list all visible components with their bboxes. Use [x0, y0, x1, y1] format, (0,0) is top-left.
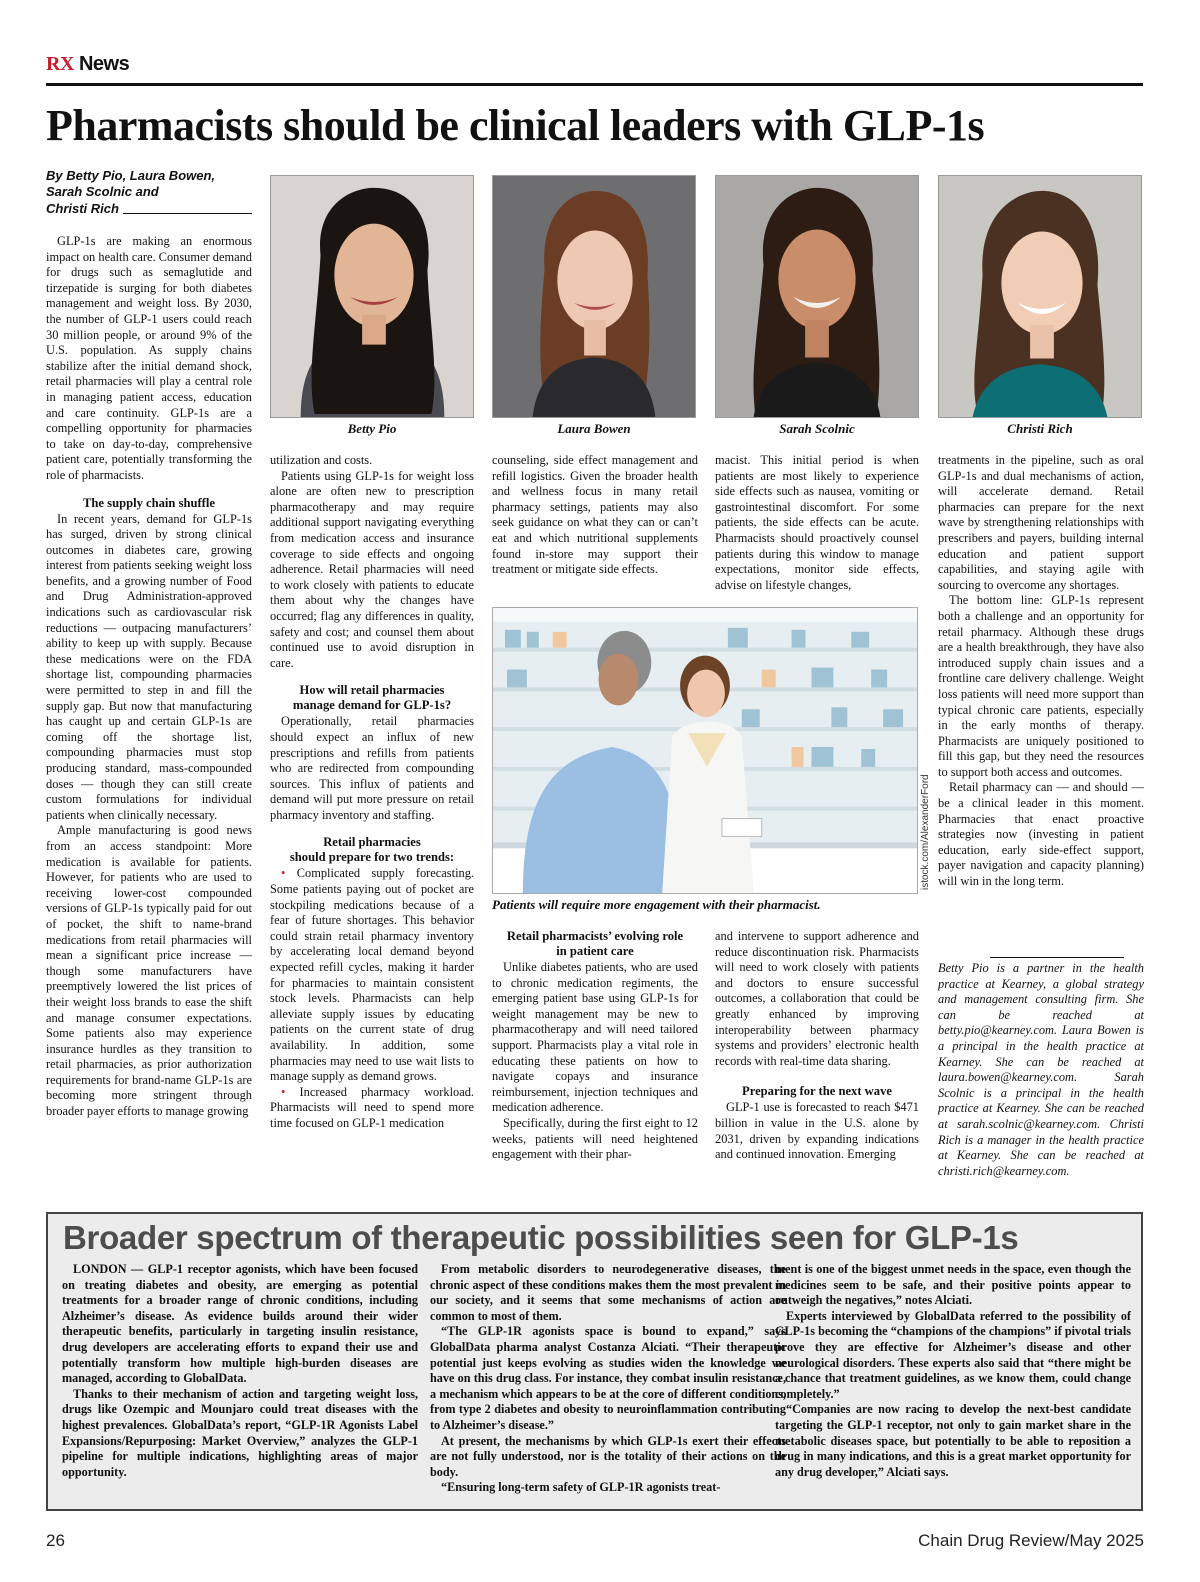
headline: Pharmacists should be clinical leaders with GLP-1s	[46, 101, 985, 150]
box-paragraph: “Companies are now racing to develop the next-best candidate targeting the GLP-1 receptor, not only to gain market share in the metabolic diseases space, but potentially to be able to reposition a drug in many indications, and this is a great market opportunity for any drug developer,” Alciati says.	[775, 1402, 1131, 1479]
body-paragraph: In recent years, demand for GLP-1s has surged, driven by strong clinical outcomes in diabetes care, growing interest from patients seeking weight loss benefits, and a growing number of Food and Drug Administration-approved indications such as cardiovascular risk reductions — outpacing manufacturers’ ability to keep up with supply. Because these medications were on the FDA shortage list, compounding pharmacies were permitted to step in and fill the supply gap. But now that manufacturing has caught up and certain GLP-1s are coming off the shortage list, compounding pharmacies must stop producing standard, mass-compounded doses — though they can still create custom formulations for individual patients when clinically necessary.	[46, 511, 252, 822]
bullet-icon: •	[281, 1084, 286, 1099]
body-paragraph: Operationally, retail pharmacies should expect an influx of new prescriptions and refills from patients who are redirected from compounding sources. This influx of patients and demand will put more pressure on retail pharmacy inventory and staffing.	[270, 714, 474, 822]
subhead-line: should prepare for two trends:	[289, 850, 455, 865]
box-paragraph: From metabolic disorders to neurodegenerative diseases, the chronic aspect of these conditions makes them the most prevalent in our society, and it seems that some mechanisms of action are common to most of them.	[430, 1262, 786, 1323]
rx-logo: RX	[46, 53, 74, 75]
headshot-caption: Betty Pio	[347, 421, 397, 436]
byline-last	[46, 201, 252, 217]
article-column-4-bottom	[715, 929, 919, 1163]
article-column-1	[46, 234, 252, 1120]
headshot-christi-rich	[938, 175, 1142, 418]
box-column-2	[430, 1262, 786, 1496]
author-bio: Betty Pio is a partner in the health practice at Kearney, a global strategy and management consulting firm. She can be reached at betty.pio@kearney.com. Laura Bowen is a principal in the health practice at Kearney. She can be reached at laura.bowen@kearney.com. Sarah Scolnic is a principal in the health practice at Kearney. She can be reached at sarah.scolnic@kearney.com. Christi Rich is a manager in the health practice at Kearney. She can be reached at christi.rich@kearney.com.	[938, 961, 1144, 1178]
body-paragraph: counseling, side effect management and refill logistics. Given the broader health and wellness focus in many retail pharmacy settings, patients may also seek guidance on what they can or can’t eat and which nutritional supplements found in-store may support their treatment or mitigate side effects.	[492, 453, 698, 577]
article-column-5	[938, 453, 1144, 890]
bio-rule	[990, 957, 1124, 958]
header-rule	[46, 83, 1143, 86]
byline-rule	[123, 213, 252, 214]
box-paragraph: ment is one of the biggest unmet needs in the space, even though the medicines seem to be safe, and their positive points appear to outweigh the negatives,” notes Alciati.	[775, 1262, 1131, 1308]
body-paragraph: Retail pharmacy can — and should — be a clinical leader in this moment. Pharmacies that enact proactive strategies now (investing in patient education, early side-effect support, payer navigation and capacity planning) will win in the long term.	[938, 780, 1144, 889]
bullet-paragraph	[270, 866, 474, 1084]
bullet-icon: •	[281, 866, 286, 881]
box-paragraph: “Ensuring long-term safety of GLP-1R agonists treat-	[441, 1480, 721, 1495]
article-column-2	[270, 453, 474, 1132]
subhead	[270, 683, 474, 713]
byline-line: Sarah Scolnic and	[46, 184, 159, 200]
headshot-caption: Laura Bowen	[557, 421, 631, 436]
body-paragraph: The bottom line: GLP-1s represent both a challenge and an opportunity for retail pharmacy. Although these drugs are a health breakthrough, they have also introduced supply chain issues and a frontline care delivery challenge. Weight loss patients will need more support than typical chronic care patients, especially in the early months of therapy. Pharmacists are uniquely positioned to fill this gap, but they need the resources to support both access and outcomes.	[938, 593, 1144, 779]
subhead	[492, 929, 698, 959]
subhead	[270, 835, 474, 865]
section-name: News	[78, 53, 130, 75]
headshot-laura-bowen	[492, 175, 696, 418]
subhead-line: How will retail pharmacies	[299, 683, 445, 698]
body-paragraph: Patients using GLP-1s for weight loss alone are often new to prescription pharmacotherapy and may require additional support navigating everything from medication access and insurance coverage to side effects and ongoing adherence. Retail pharmacies will need to work closely with patients to educate them about why the changes have occurred; flag any differences in quality, safety and cost; and counsel them about continued use to avoid disruption in care.	[270, 468, 474, 670]
box-paragraph: Experts interviewed by GlobalData referred to the possibility of GLP-1s becoming the “champions of the champions” if pivotal trials prove they are effective for Alzheimer’s disease and other neurological disorders. These experts also said that “there might be a chance that treatment guidelines, as we know them, could change completely.”	[775, 1308, 1131, 1401]
box-column-1	[62, 1262, 418, 1480]
body-paragraph: macist. This initial period is when patients are most likely to experience side effects such as nausea, vomiting or gastrointestinal discomfort. For some patients, the side effects can be acute. Pharmacists should proactively counsel patients during this window to manage expectations, monitor side effects, advise on lifestyle changes,	[715, 453, 919, 592]
bullet-paragraph	[270, 1085, 474, 1132]
body-paragraph: GLP-1s are making an enormous impact on health care. Consumer demand for drugs such as semaglutide and tirzepatide is surging for both diabetes management and weight loss. By 2030, the number of GLP-1 users could reach 30 million people, or around 9% of the U.S. population. As supply chains stabilize after the initial demand shock, retail pharmacies will play a central role in managing patient access, education and care continuity. GLP-1s are a compelling opportunity for pharmacies to take on day-to-day, comprehensive patient care, potentially transforming the role of pharmacists.	[46, 234, 252, 482]
subhead-line: in patient care	[556, 944, 634, 958]
body-paragraph: GLP-1 use is forecasted to reach $471 billion in value in the U.S. alone by 2031, driven by expanding indications and continued innovation. Emerging	[715, 1100, 919, 1162]
subhead-line: manage demand for GLP-1s?	[292, 698, 452, 713]
article-column-3-bottom	[492, 917, 698, 1163]
box-paragraph: At present, the mechanisms by which GLP-1s exert their effects are not fully understood, nor is the totality of their actions on the body.	[430, 1433, 786, 1479]
page-number: 26	[46, 1531, 65, 1550]
box-paragraph: LONDON — GLP-1 receptor agonists, which have been focused on treating diabetes and obesity, are emerging as potential treatments for a broader range of chronic conditions, including Alzheimer’s disease. As evidence builds around their wider therapeutic benefits, particularly in targeting insulin resistance, drug developers are accelerating efforts to expand their use and potentially transform how multiple high-burden diseases are managed, according to GlobalData.	[62, 1262, 418, 1386]
bullet-text: Complicated supply forecasting. Some patients paying out of pocket are stockpiling medications because of a fear of future shortages. This behavior could strain retail pharmacy inventory by accelerating local demand beyond expected refill cycles, making it harder for pharmacies to maintain consistent stock levels. Pharmacists can help alleviate supply issues by educating patients on the current state of drug availability. In addition, some pharmacies may need to use wait lists to manage supply as demand grows.	[270, 866, 474, 1084]
subhead: The supply chain shuffle	[83, 495, 215, 510]
pharmacy-photo	[492, 607, 918, 894]
byline-line: By Betty Pio, Laura Bowen,	[46, 168, 216, 183]
body-paragraph: Ample manufacturing is good news from an access standpoint: More medication is available for patients. However, for patients who are used to receiving lower-cost compounded versions of GLP-1s typically paid for out of pocket, the shift to name-brand medications from retail pharmacies will mean a significant price increase — though some manufacturers have preemptively lowered the list prices of their weight loss brands to ease the shift and manage consumer expectations. Some patients also may experience insurance hurdles as they transition to retail pharmacies, as prior authorization requirements for brand-name GLP-1s are becoming more stringent through broader payer efforts to manage growing	[46, 823, 252, 1119]
article-column-4-top	[715, 453, 919, 593]
section-tag	[46, 53, 129, 76]
headshot-sarah-scolnic	[715, 175, 919, 418]
headshot-betty-pio	[270, 175, 474, 418]
subhead: Preparing for the next wave	[742, 1084, 892, 1099]
article-column-3-top	[492, 453, 698, 578]
body-paragraph: utilization and costs.	[270, 453, 373, 467]
box-paragraph: “The GLP-1R agonists space is bound to expand,” says GlobalData pharma analyst Costanza Alciati. “Their therapeutic potential just keeps evolving as studies widen the knowledge we have on this drug class. For instance, they combat insulin resistance, a mechanism which appears to be at the core of different conditions, from type 2 diabetes and obesity to neuroinflammation contributing to Alzheimer’s disease.”	[430, 1324, 786, 1432]
publication-info: Chain Drug Review/May 2025	[918, 1531, 1144, 1550]
photo-caption: Patients will require more engagement with their pharmacist.	[492, 897, 821, 912]
related-news-box	[46, 1212, 1143, 1511]
body-paragraph: treatments in the pipeline, such as oral GLP-1s and dual mechanisms of action, will accelerate demand. Retail pharmacies can prepare for the next wave by strengthening relationships with prescribers and payers, building internal education and patient support capabilities, and staying agile with sourcing to overcome any shortages.	[938, 453, 1144, 592]
headshot-caption: Christi Rich	[1007, 421, 1073, 436]
bullet-text: Increased pharmacy workload. Pharmacists will need to spend more time focused on GLP-1 medication	[270, 1084, 474, 1130]
box-headline: Broader spectrum of therapeutic possibilities seen for GLP-1s	[63, 1219, 1019, 1256]
byline-line: Christi Rich	[46, 200, 119, 216]
byline	[46, 168, 252, 217]
headshot-caption: Sarah Scolnic	[779, 421, 855, 436]
body-paragraph: Unlike diabetes patients, who are used to chronic medication regiments, the emerging patient base using GLP-1s for weight management may be new to pharmacotherapy and will need tailored support. Pharmacists play a vital role in educating these patients on how to navigate copays and insurance reimbursement, injection techniques and medication adherence.	[492, 960, 698, 1115]
photo-credit: istock.com/AlexanderFord	[920, 774, 931, 890]
box-column-3	[775, 1262, 1131, 1480]
box-paragraph: Thanks to their mechanism of action and targeting weight loss, drugs like Ozempic and Mounjaro could treat diseases with the highest prevalences. GlobalData’s report, “GLP-1R Agonists Label Expansions/Repurposing: Market Overview,” analyzes the GLP-1 pipeline for multiple indications, highlighting areas of major opportunity.	[62, 1386, 418, 1479]
body-paragraph: and intervene to support adherence and reduce discontinuation risk. Pharmacists will need to work closely with patients and doctors to ensure successful outcomes, a collaboration that could be greatly enhanced by improving interoperability between pharmacy systems and providers’ electronic health records with real-time data sharing.	[715, 929, 919, 1068]
body-paragraph: Specifically, during the first eight to 12 weeks, patients will need heightened engagement with their phar-	[492, 1115, 698, 1162]
subhead-line: Retail pharmacies	[323, 835, 421, 850]
subhead-line: Retail pharmacists’ evolving role	[506, 929, 684, 943]
